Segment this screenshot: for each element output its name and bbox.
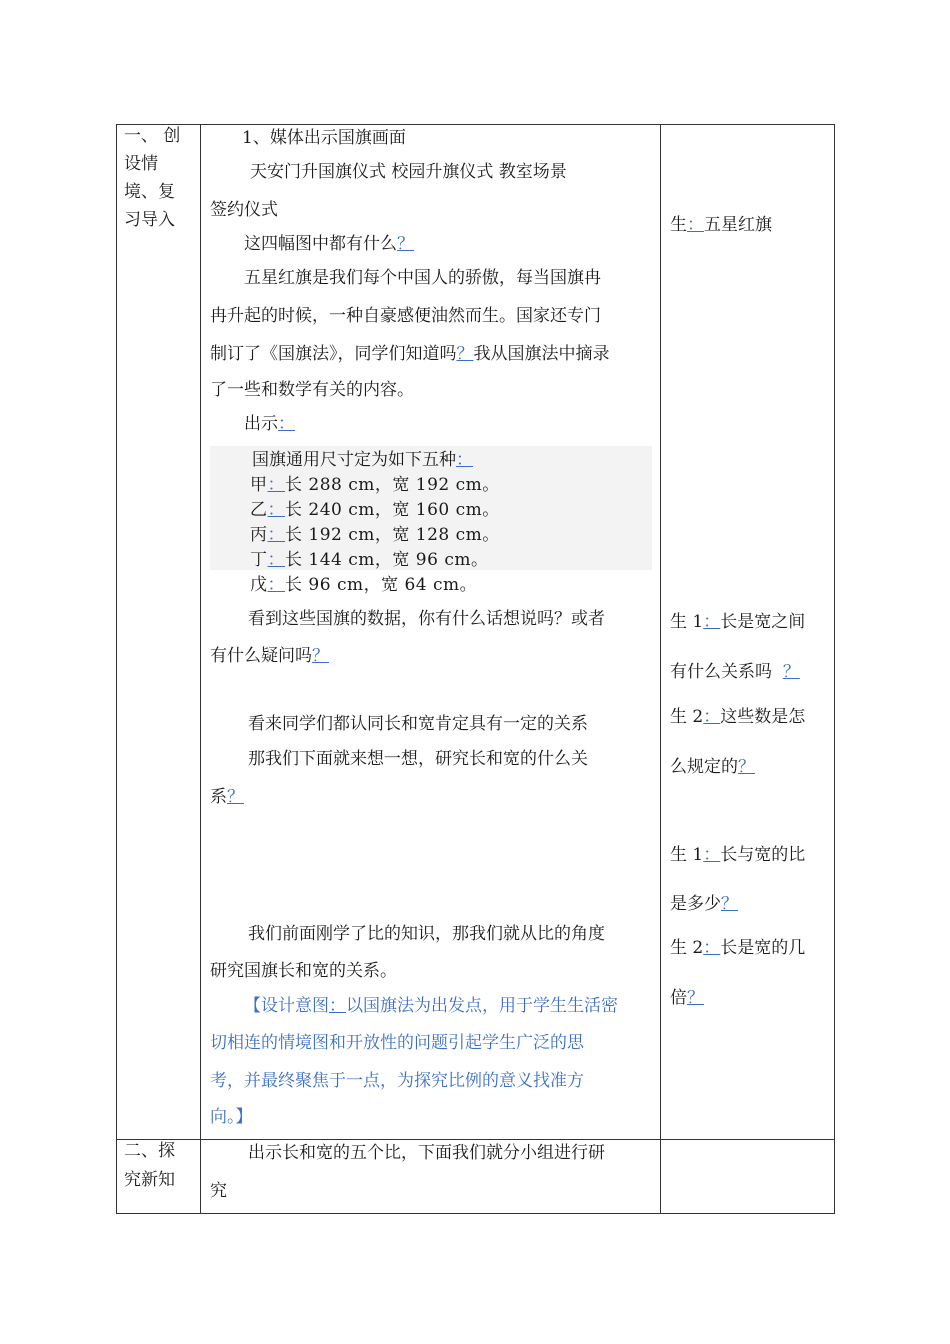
student-line-4 bbox=[670, 707, 805, 727]
student-line-6 bbox=[670, 845, 805, 865]
colon-mark: ： bbox=[456, 450, 473, 470]
colon-mark: ： bbox=[267, 475, 285, 495]
flag-size-name: 丙 bbox=[250, 525, 268, 545]
table-bottom-border bbox=[116, 1213, 835, 1214]
flag-size-spec: 长 96 cm，宽 64 cm。 bbox=[285, 575, 478, 595]
colon-mark: ： bbox=[267, 550, 285, 570]
colon-mark: ： bbox=[267, 500, 285, 520]
student-line-9 bbox=[670, 988, 704, 1008]
teacher-line-11-text: 有什么疑问吗 bbox=[210, 646, 312, 666]
colon-mark: ： bbox=[687, 215, 704, 235]
section2-heading-line1: 二、探 bbox=[124, 1141, 175, 1161]
teacher-line-7 bbox=[210, 344, 610, 364]
section1-heading-line3: 境、复 bbox=[124, 182, 175, 202]
teacher-line-10: 看到这些国旗的数据，你有什么话想说吗？或者 bbox=[248, 609, 605, 629]
teacher-line-15: 我们前面刚学了比的知识，那我们就从比的角度 bbox=[248, 924, 605, 944]
flag-size-spec: 长 144 cm，宽 96 cm。 bbox=[285, 550, 489, 570]
design-intent-line-4: 向。】 bbox=[210, 1107, 253, 1127]
teacher-line-9-text: 出示 bbox=[244, 414, 278, 434]
table-col-divider-2 bbox=[660, 124, 661, 1214]
colon-mark: ： bbox=[703, 612, 721, 632]
flag-size-name: 戊 bbox=[250, 575, 268, 595]
question-mark: ？ bbox=[687, 988, 704, 1008]
student-answer: 长是宽之间 bbox=[720, 612, 806, 632]
table-top-border bbox=[116, 124, 835, 125]
student-line-8 bbox=[670, 938, 805, 958]
student-answer: 长与宽的比 bbox=[720, 845, 806, 865]
student-line-3 bbox=[670, 662, 800, 682]
student-answer: 五星红旗 bbox=[704, 215, 772, 235]
flag-size-title-text: 国旗通用尺寸定为如下五种 bbox=[252, 450, 456, 470]
teacher-line-14-text: 系 bbox=[210, 787, 227, 807]
student-answer: 有什么关系吗 bbox=[670, 662, 772, 682]
teacher-line-16: 研究国旗长和宽的关系。 bbox=[210, 961, 397, 981]
colon-mark: ： bbox=[703, 938, 721, 958]
colon-mark: ： bbox=[703, 707, 721, 727]
student-answer: 倍 bbox=[670, 988, 687, 1008]
teacher-line-7b: 我从国旗法中摘录 bbox=[473, 344, 610, 364]
teacher-line-13: 那我们下面就来想一想，研究长和宽的什么关 bbox=[248, 749, 588, 769]
colon-mark: ： bbox=[267, 575, 285, 595]
flag-size-name: 丁 bbox=[250, 550, 268, 570]
section1-heading-line4: 习导入 bbox=[124, 210, 175, 230]
flag-size-spec: 长 240 cm，宽 160 cm。 bbox=[285, 500, 500, 520]
section1-heading-line1: 一、 创 bbox=[124, 126, 181, 146]
section2-teacher-line-1: 出示长和宽的五个比，下面我们就分小组进行研 bbox=[248, 1143, 605, 1163]
teacher-line-6: 冉升起的时候，一种自豪感便油然而生。国家还专门 bbox=[210, 306, 601, 326]
student-line-5 bbox=[670, 757, 755, 777]
flag-size-spec: 长 288 cm，宽 192 cm。 bbox=[285, 475, 500, 495]
colon-mark: ： bbox=[267, 525, 285, 545]
section2-teacher-line-2: 究 bbox=[210, 1181, 227, 1201]
colon-mark: ： bbox=[703, 845, 721, 865]
question-mark: ？ bbox=[227, 787, 244, 807]
flag-size-box-title bbox=[252, 450, 473, 470]
teacher-line-8: 了一些和数学有关的内容。 bbox=[210, 380, 414, 400]
design-intent-line-2: 切相连的情境图和开放性的问题引起学生广泛的思 bbox=[210, 1033, 584, 1053]
student-label: 生 1 bbox=[670, 612, 704, 632]
question-mark: ？ bbox=[738, 757, 755, 777]
flag-size-row bbox=[250, 525, 500, 545]
student-answer: 长是宽的几 bbox=[720, 938, 806, 958]
student-label: 生 2 bbox=[670, 707, 704, 727]
section2-heading-line2: 究新知 bbox=[124, 1170, 175, 1190]
student-label: 生 1 bbox=[670, 845, 704, 865]
student-label: 生 2 bbox=[670, 938, 704, 958]
teacher-line-2: 天安门升国旗仪式 校园升旗仪式 教室场景 bbox=[250, 162, 567, 182]
student-answer: 是多少 bbox=[670, 894, 721, 914]
question-mark: ？ bbox=[782, 662, 800, 682]
flag-size-spec: 长 192 cm，宽 128 cm。 bbox=[285, 525, 500, 545]
teacher-line-5: 五星红旗是我们每个中国人的骄傲，每当国旗冉 bbox=[244, 268, 601, 288]
table-col-divider-1 bbox=[200, 124, 201, 1214]
flag-size-name: 甲 bbox=[250, 475, 268, 495]
flag-size-row bbox=[250, 575, 477, 595]
teacher-line-7a: 制订了《国旗法》，同学们知道吗 bbox=[210, 344, 457, 364]
colon-mark: ： bbox=[278, 414, 295, 434]
teacher-line-4 bbox=[244, 234, 414, 254]
table-row-divider bbox=[116, 1139, 835, 1140]
question-mark: ？ bbox=[721, 894, 738, 914]
table-right-border bbox=[834, 124, 835, 1214]
design-intent-line-1 bbox=[244, 996, 618, 1016]
flag-size-row bbox=[250, 500, 500, 520]
table-left-border bbox=[116, 124, 117, 1214]
teacher-line-9 bbox=[244, 414, 295, 434]
teacher-line-14 bbox=[210, 787, 244, 807]
student-line-1 bbox=[670, 215, 772, 235]
flag-size-name: 乙 bbox=[250, 500, 268, 520]
design-intent-label: 【设计意图 bbox=[244, 996, 329, 1016]
question-mark: ？ bbox=[456, 344, 474, 364]
section1-heading-line2: 设情 bbox=[124, 154, 158, 174]
student-answer: 么规定的 bbox=[670, 757, 738, 777]
teacher-line-1: 1、媒体出示国旗画面 bbox=[242, 128, 406, 148]
colon-mark: ： bbox=[329, 996, 346, 1016]
teacher-line-11 bbox=[210, 646, 329, 666]
student-line-7 bbox=[670, 894, 738, 914]
student-line-2 bbox=[670, 612, 805, 632]
student-answer: 这些数是怎 bbox=[720, 707, 806, 727]
flag-size-row bbox=[250, 550, 488, 570]
question-mark: ？ bbox=[312, 646, 329, 666]
student-label: 生 bbox=[670, 215, 687, 235]
flag-size-row bbox=[250, 475, 500, 495]
teacher-line-3: 签约仪式 bbox=[210, 200, 278, 220]
design-intent-text: 以国旗法为出发点，用于学生生活密 bbox=[346, 996, 618, 1016]
design-intent-line-3: 考，并最终聚焦于一点，为探究比例的意义找准方 bbox=[210, 1071, 584, 1091]
teacher-line-12: 看来同学们都认同长和宽肯定具有一定的关系 bbox=[248, 714, 588, 734]
question-mark: ？ bbox=[397, 234, 414, 254]
teacher-line-4-text: 这四幅图中都有什么 bbox=[244, 234, 397, 254]
